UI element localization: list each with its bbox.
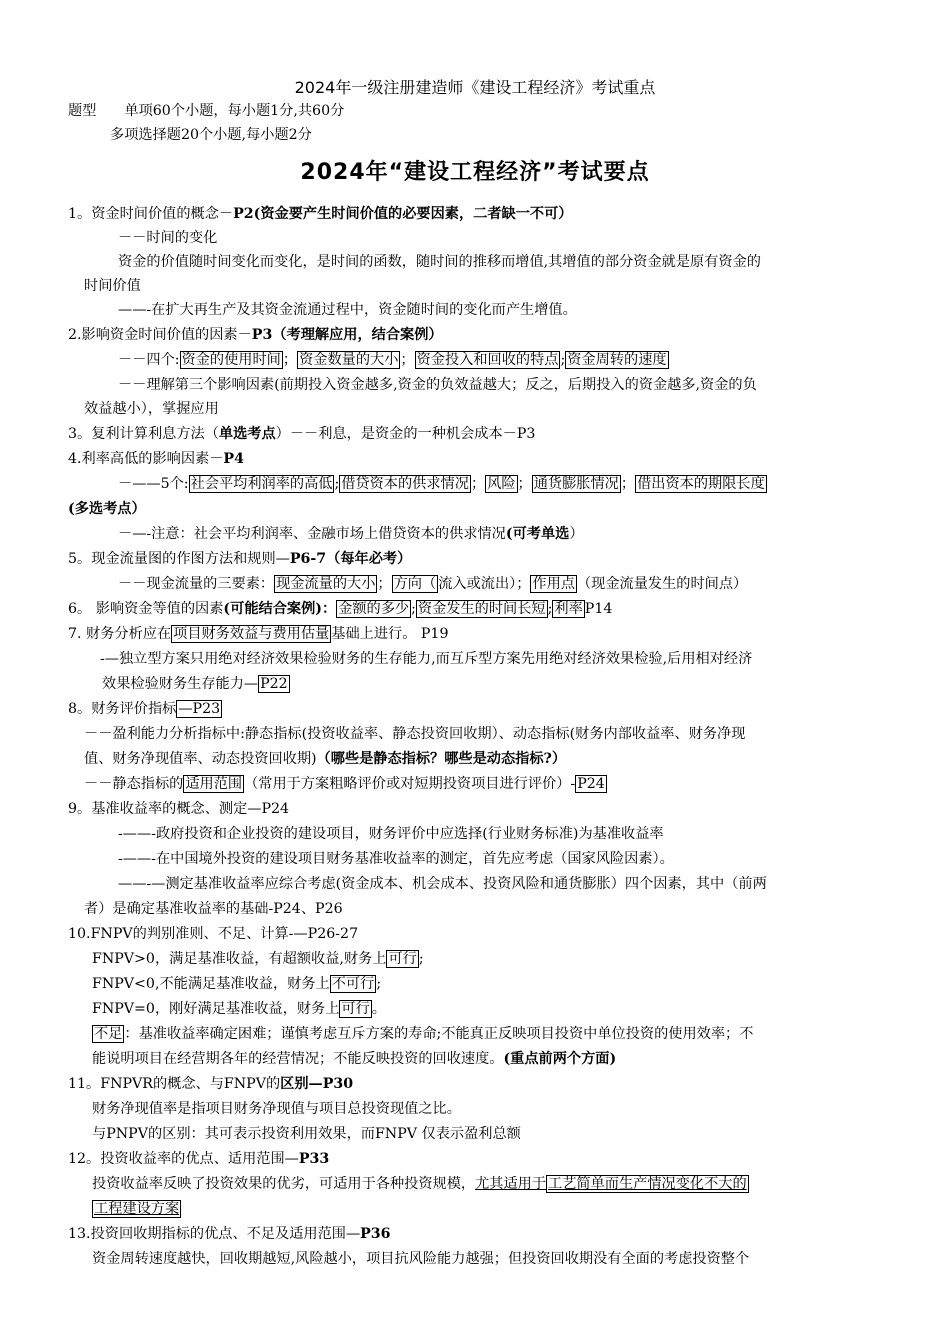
separator: ； [620, 476, 636, 492]
section-8-text: －－静态指标的 [84, 776, 184, 792]
section-8-line [84, 773, 607, 795]
factor-risk: 风险 [487, 476, 516, 492]
section-4-text: 4.利率高低的影响因素－ [68, 451, 224, 467]
section-10-line [92, 973, 381, 995]
element-direction: 方向（ [393, 576, 437, 592]
section-3-text: ）－－利息，是资金的一种机会成本－P3 [275, 426, 536, 442]
section-2-line: －－理解第三个影响因素(前期投入资金越多,资金的负效益越大；反之，后期投入的资金越多,资金的负 [118, 377, 757, 393]
section-5-elements [118, 573, 747, 595]
factor-amount: 资金数量的大小 [299, 352, 399, 368]
section-10-line [92, 948, 424, 970]
section-11-emphasis: 区别—P30 [280, 1076, 354, 1092]
section-1-emphasis: P2(资金要产生时间价值的必要因素，二者缺一不可） [233, 206, 573, 222]
section-9-line: -——-在中国境外投资的建设项目财务基准收益率的测定，首先应考虑（国家风险因素）。 [118, 851, 674, 867]
section-9-line: ——-—测定基准收益率应综合考虑(资金成本、机会成本、投资风险和通货膨胀）四个因素，其中（前两 [118, 876, 767, 892]
section-4-text: ） [569, 526, 584, 542]
main-title: 2024年“建设工程经济”考试要点 [300, 160, 650, 185]
feasible-label: 可行 [341, 1001, 370, 1017]
element-intro: －－现金流量的三要素： [118, 576, 275, 592]
section-3-emphasis: 单选考点 [218, 426, 276, 442]
section-4-heading [68, 448, 244, 470]
section-7-text: 7. 财务分析应在 [68, 626, 172, 642]
section-12-key: 工程建设方案 [94, 1201, 180, 1217]
separator: ; [376, 976, 382, 992]
section-7-text: 效果检验财务生存能力— [102, 676, 259, 692]
section-11-line: 与PNPV的区别：其可表示投资利用效果，而FNPV 仅表示盈利总额 [92, 1126, 521, 1142]
section-2-factors [118, 349, 669, 371]
section-13-emphasis: P36 [360, 1226, 391, 1242]
separator: ; [547, 601, 553, 617]
section-8-emphasis: （哪些是静态指标？哪些是动态指标?） [316, 751, 567, 767]
factor-intro: －－四个: [118, 352, 180, 368]
section-10-line [92, 1023, 753, 1045]
factor-time: 资金发生的时间长短 [417, 601, 546, 617]
section-12-key: 工艺简单而生产情况变化不大的 [548, 1176, 747, 1192]
section-9-heading: 9。基准收益率的概念、测定—P24 [68, 801, 290, 817]
deficiency-label: 不足 [94, 1026, 123, 1042]
section-6-text: 6。 影响资金等值的因素 [68, 601, 224, 617]
section-1-line: 资金的价值随时间变化而变化，是时间的函数，随时间的推移而增值,其增值的部分资金就是原有资金的 [118, 254, 761, 270]
section-8-line: －－盈利能力分析指标中:静态指标(投资收益率、静态投资回收期）、动态指标(财务内部收益率、财务净现 [84, 726, 746, 742]
factor-inflation: 通货膨胀情况 [533, 476, 619, 492]
section-6-emphasis: (可能结合案例)： [223, 601, 337, 617]
separator: ； [377, 576, 392, 592]
section-12-underline: 尤其适用于 [475, 1176, 547, 1192]
document-title: 2024年一级注册建造师《建设工程经济》考试重点 [294, 78, 656, 97]
page-ref: P22 [260, 676, 288, 692]
section-5-heading [68, 548, 411, 570]
factor-rate: 利率 [554, 601, 583, 617]
section-2-heading [68, 324, 443, 346]
section-9-line: -——-政府投资和企业投资的建设项目，财务评价中应选择(行业财务标准)为基准收益率 [118, 826, 664, 842]
factor-loan-term: 借出资本的期限长度 [637, 476, 765, 492]
exam-type-line [68, 100, 344, 122]
factor-turnover-speed: 资金周转的速度 [567, 352, 667, 368]
section-7-line: -—独立型方案只用绝对经济效果检验财务的生存能力,而互斥型方案先用绝对经济效果检验,后用相对经济 [100, 651, 753, 667]
exam-type-single: 单项60个小题，每小题1分,共60分 [124, 103, 345, 119]
section-6-heading [68, 598, 612, 620]
section-4-line [118, 523, 584, 545]
section-7-heading [68, 623, 448, 645]
separator: ； [517, 476, 532, 492]
page-ref: P14 [584, 601, 613, 617]
section-8-text: 8。财务评价指标 [68, 701, 177, 717]
section-10-text: 能说明项目在经营期各年的经营情况；不能反映投资的回收速度。 [92, 1051, 504, 1067]
section-10-heading: 10.FNPV的判别准则、不足、计算-—P26-27 [68, 926, 359, 942]
section-10-line [92, 998, 386, 1020]
section-2-emphasis: P3（考理解应用，结合案例） [251, 327, 443, 343]
element-direction-note: 流入或流出）； [438, 576, 531, 592]
factor-amount: 金额的多少 [338, 601, 410, 617]
infeasible-label: 不可行 [331, 976, 375, 992]
separator: ; [334, 476, 340, 492]
section-7-line [102, 673, 290, 695]
section-7-key: 项目财务效益与费用估量 [173, 626, 330, 642]
section-10-text: FNPV=0，刚好满足基准收益，财务上 [92, 1001, 340, 1017]
section-5-emphasis: P6-7（每年必考） [289, 551, 412, 567]
factor-usage-time: 资金的使用时间 [181, 352, 281, 368]
separator: ； [470, 476, 486, 492]
section-8-line [84, 748, 566, 770]
section-3-text: 3。复利计算利息方法（ [68, 426, 219, 442]
factor-input-recovery: 资金投入和回收的特点 [416, 352, 559, 368]
separator: ; [560, 352, 566, 368]
factor-intro: －——5个: [118, 476, 189, 492]
section-4-text: －—-注意：社会平均利润率、金融市场上借贷资本的供求情况 [118, 526, 506, 542]
section-12-text: 12。投资收益率的优点、适用范围— [68, 1151, 299, 1167]
element-point: 作用点 [532, 576, 575, 592]
separator: 。 [371, 1001, 386, 1017]
exam-type-label: 题型 [68, 103, 97, 119]
element-point-note: （现金流量发生的时间点） [576, 576, 748, 592]
section-8-heading [68, 698, 222, 720]
element-size: 现金流量的大小 [276, 576, 376, 592]
section-8-text: 值、财务净现值率、动态投资回收期) [84, 751, 317, 767]
section-9-line: 者）是确定基准收益率的基础-P24、P26 [84, 901, 343, 917]
separator: ； [282, 352, 298, 368]
section-12-line [92, 1173, 749, 1195]
separator: ； [400, 352, 415, 368]
section-2-line: 效益越小），掌握应用 [84, 401, 219, 417]
section-11-text: 11。FNPVR的概念、与FNPV的 [68, 1076, 281, 1092]
section-4-emphasis: (可考单选 [505, 526, 570, 542]
section-1-heading [68, 203, 572, 225]
section-8-key: 适用范围 [185, 776, 243, 792]
section-1-text: 1。资金时间价值的概念－ [68, 206, 234, 222]
section-10-line [92, 1048, 616, 1070]
section-10-text: FNPV<0,不能满足基准收益，财务上 [92, 976, 330, 992]
section-2-text: 2.影响资金时间价值的因素－ [68, 327, 252, 343]
section-12-heading [68, 1148, 329, 1170]
section-13-text: 13.投资回收期指标的优点、不足及适用范围— [68, 1226, 361, 1242]
section-3-heading [68, 423, 535, 445]
exam-type-multi: 多项选择题20个小题,每小题2分 [110, 127, 312, 143]
factor-loan-supply: 借贷资本的供求情况 [341, 476, 469, 492]
section-4-factors [118, 473, 767, 495]
section-13-line: 资金周转速度越快，回收期越短,风险越小，项目抗风险能力越强；但投资回收期没有全面的考虑投资整个 [92, 1251, 750, 1267]
separator: ; [418, 951, 424, 967]
section-12-emphasis: P33 [298, 1151, 330, 1167]
section-10-text: FNPV>0，满足基准收益，有超额收益,财务上 [92, 951, 387, 967]
section-10-emphasis: (重点前两个方面) [503, 1051, 617, 1067]
section-4-emphasis: P4 [223, 451, 244, 467]
section-8-text: （常用于方案粗略评价或对短期投资项目进行评价）- [244, 776, 576, 792]
section-1-line: ——-在扩大再生产及其资金流通过程中，资金随时间的变化而产生增值。 [118, 302, 577, 318]
section-1-line: －－时间的变化 [118, 230, 218, 246]
section-11-line: 财务净现值率是指项目财务净现值与项目总投资现值之比。 [92, 1101, 461, 1117]
section-13-heading [68, 1223, 391, 1245]
section-10-text: ：基准收益率确定困难；谨慎考虑互斥方案的寿命;不能真正反映项目投资中单位投资的使用效率；不 [124, 1026, 754, 1042]
section-5-text: 5。现金流量图的作图方法和规则— [68, 551, 290, 567]
page-ref: —P23 [178, 701, 221, 717]
section-4-note: (多选考点） [68, 501, 146, 517]
separator: ; [411, 601, 416, 617]
section-7-text: 基础上进行。 P19 [331, 626, 449, 642]
section-1-line: 时间价值 [84, 278, 141, 294]
page-ref: P24 [577, 776, 605, 792]
section-11-heading [68, 1073, 353, 1095]
feasible-label: 可行 [388, 951, 417, 967]
section-12-text: 投资收益率反映了投资效果的优劣，可适用于各种投资规模， [92, 1176, 476, 1192]
factor-avg-profit: 社会平均利润率的高低 [190, 476, 333, 492]
section-12-line [92, 1198, 181, 1220]
